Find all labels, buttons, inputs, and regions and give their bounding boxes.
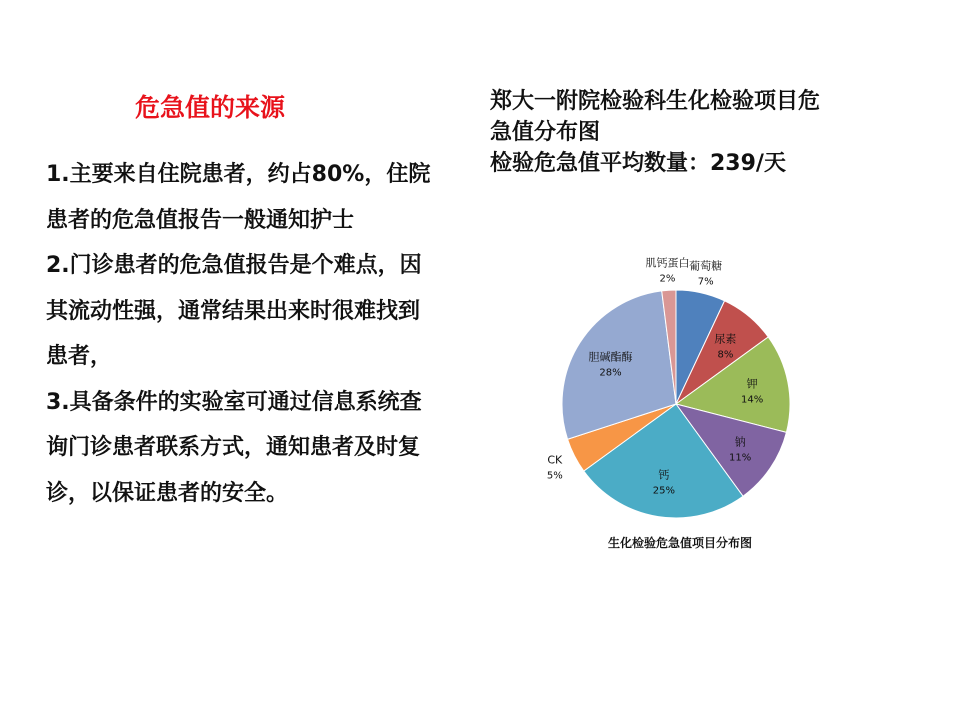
paragraph-3: 3.具备条件的实验室可通过信息系统查询门诊患者联系方式，通知患者及时复诊，以保证患者的安全。 bbox=[46, 389, 422, 506]
chart-heading bbox=[490, 86, 920, 179]
pie-label-7: 肌钙蛋白 bbox=[645, 256, 690, 270]
pie-percent-3: 11% bbox=[728, 452, 752, 464]
slide-left-title: 危急值的来源 bbox=[135, 93, 286, 122]
pie-percent-1: 8% bbox=[717, 349, 734, 361]
pie-percent-0: 7% bbox=[697, 276, 714, 288]
chart-heading-line-1: 郑大一附院检验科生化检验项目危 bbox=[490, 89, 821, 114]
pie-percent-7: 2% bbox=[659, 273, 676, 285]
paragraph-2: 2.门诊患者的危急值报告是个难点，因其流动性强，通常结果出来时很难找到患者， bbox=[46, 253, 422, 369]
pie-percent-2: 14% bbox=[741, 394, 764, 406]
pie-label-5: CK bbox=[547, 453, 563, 467]
pie-label-3: 钠 bbox=[734, 435, 746, 449]
paragraph-1: 1.主要来自住院患者，约占80%，住院患者的危急值报告一般通知护士 bbox=[46, 162, 431, 233]
pie-label-6: 胆碱酯酶 bbox=[588, 350, 633, 364]
pie-chart bbox=[520, 240, 840, 560]
pie-label-0: 葡萄糖 bbox=[689, 259, 723, 273]
slide-body-text bbox=[46, 152, 431, 516]
pie-label-1: 尿素 bbox=[714, 332, 737, 346]
pie-percent-6: 28% bbox=[599, 367, 622, 379]
pie-percent-4: 25% bbox=[652, 485, 675, 497]
pie-percent-5: 5% bbox=[546, 470, 563, 482]
chart-title: 生化检验危急值项目分布图 bbox=[607, 536, 752, 550]
chart-heading-line-2: 急值分布图 bbox=[490, 120, 601, 145]
pie-chart-container bbox=[520, 240, 840, 560]
pie-label-4: 钙 bbox=[658, 468, 670, 482]
pie-label-2: 钾 bbox=[746, 377, 758, 391]
chart-heading-line-3: 检验危急值平均数量：239/天 bbox=[490, 151, 786, 176]
